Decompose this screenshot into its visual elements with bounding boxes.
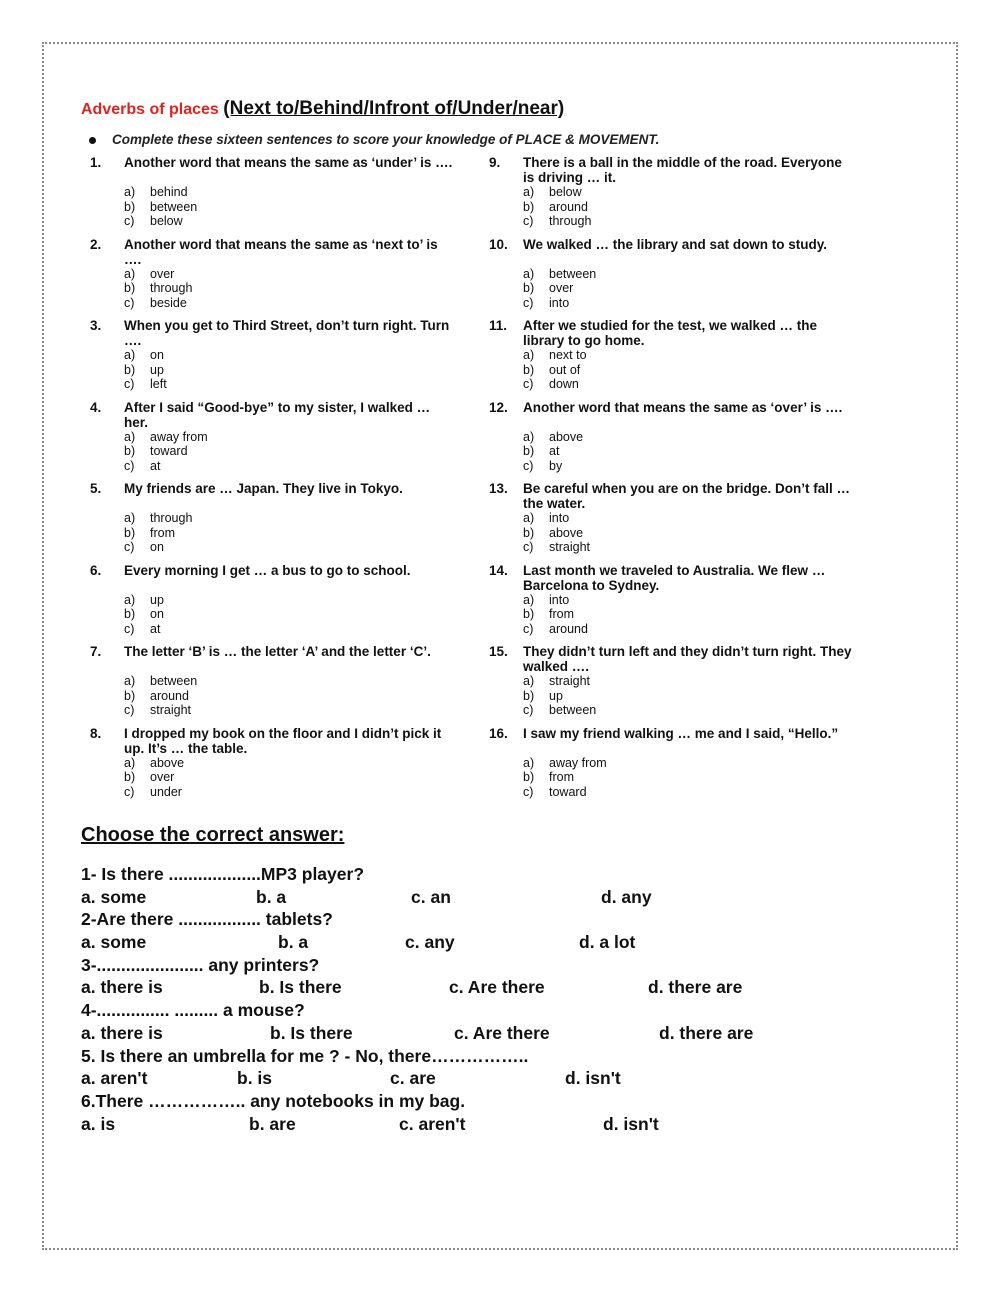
mcq-option[interactable]: b. a	[278, 932, 309, 953]
question-number: 4.	[90, 399, 102, 415]
question-stem: Another word that means the same as ‘under’ is ….	[124, 155, 453, 170]
question-options	[523, 267, 596, 311]
option-letter: c)	[124, 377, 135, 391]
option-text: next to	[549, 348, 587, 362]
answer-option	[523, 363, 587, 378]
question-item	[90, 644, 450, 726]
mcq-option[interactable]: a. some	[81, 932, 147, 953]
answer-option	[124, 511, 192, 526]
option-letter: b)	[124, 770, 136, 784]
option-text: below	[150, 214, 183, 228]
question-stem: After I said “Good-bye” to my sister, I walked … her.	[124, 399, 431, 430]
answer-option	[523, 689, 596, 704]
mcq-question	[81, 1091, 901, 1114]
mcq-question-text: 5. Is there an umbrella for me ? - No, there……………..	[81, 1045, 529, 1066]
option-letter: b)	[523, 607, 535, 621]
mcq-question-text: 1- Is there ...................MP3 player?	[81, 864, 365, 884]
option-text: from	[549, 770, 574, 784]
option-text: through	[549, 214, 592, 228]
option-letter: c)	[124, 458, 135, 473]
question-item	[90, 400, 450, 482]
mcq-option[interactable]: c. Are there	[454, 1022, 550, 1043]
option-letter: a)	[523, 429, 535, 444]
mcq-question	[81, 864, 901, 887]
question-options	[523, 348, 587, 392]
option-text: on	[150, 540, 164, 554]
question-number: 2.	[90, 236, 102, 252]
question-options	[523, 185, 591, 229]
option-text: over	[150, 266, 175, 281]
mcq-option[interactable]: d. isn't	[603, 1113, 659, 1134]
option-letter: a)	[523, 674, 535, 688]
answer-option	[523, 348, 587, 363]
mcq-options	[81, 1023, 901, 1046]
answer-option	[124, 348, 167, 363]
option-text: away from	[549, 755, 607, 770]
answer-option	[124, 756, 184, 771]
mcq-question	[81, 909, 901, 932]
question-options	[124, 511, 192, 555]
questions-right-column	[489, 155, 852, 807]
question-stem: I dropped my book on the floor and I didn’t pick it up. It’s … the table.	[124, 725, 442, 756]
answer-option	[124, 459, 208, 474]
instruction-text: Complete these sixteen sentences to score your knowledge of PLACE & MOVEMENT.	[112, 132, 660, 147]
option-text: at	[549, 444, 560, 458]
option-letter: c)	[523, 377, 534, 391]
mcq-option[interactable]: d. isn't	[565, 1068, 621, 1089]
question-item	[90, 563, 450, 645]
bullet-icon	[89, 137, 96, 144]
option-letter: c)	[523, 214, 534, 228]
answer-option	[523, 444, 583, 459]
option-text: around	[549, 621, 588, 636]
question-item	[489, 644, 852, 726]
question-item	[489, 726, 849, 808]
option-letter: b)	[124, 607, 136, 621]
option-letter: c)	[124, 784, 135, 799]
option-text: up	[549, 688, 563, 703]
answer-option	[124, 674, 197, 689]
answer-option	[523, 267, 596, 282]
question-options	[523, 674, 596, 718]
question-item	[90, 155, 453, 237]
mcq-option[interactable]: d. any	[601, 886, 652, 907]
option-text: around	[150, 688, 189, 703]
question-item	[90, 726, 450, 808]
option-text: left	[150, 377, 167, 391]
question-item	[489, 400, 849, 482]
question-stem: The letter ‘B’ is … the letter ‘A’ and the letter ‘C’.	[124, 644, 431, 659]
answer-option	[124, 785, 184, 800]
option-text: by	[549, 458, 563, 473]
option-letter: b)	[523, 525, 535, 540]
mcq-option[interactable]: a. there is	[81, 977, 163, 998]
question-item	[90, 237, 450, 319]
question-item	[489, 563, 849, 645]
option-text: between	[150, 199, 198, 214]
mcq-option[interactable]: c. Are there	[449, 977, 545, 998]
option-letter: a)	[523, 266, 535, 281]
answer-option	[523, 622, 588, 637]
mcq-options	[81, 1114, 901, 1137]
option-text: over	[549, 281, 574, 295]
mcq-option[interactable]: c. aren't	[399, 1113, 466, 1134]
answer-option	[523, 459, 583, 474]
option-text: beside	[150, 295, 187, 310]
question-number: 1.	[90, 155, 102, 170]
option-letter: b)	[124, 199, 136, 214]
option-text: down	[549, 377, 579, 391]
question-item	[489, 481, 849, 563]
question-options	[124, 674, 197, 718]
mcq-option[interactable]: c. an	[411, 886, 451, 907]
question-options	[523, 430, 583, 474]
option-letter: b)	[523, 281, 535, 295]
answer-option	[124, 540, 192, 555]
question-number: 15.	[489, 644, 508, 659]
question-stem: We walked … the library and sat down to study.	[523, 236, 828, 252]
option-text: out of	[549, 362, 581, 377]
option-text: at	[150, 621, 161, 636]
mcq-options	[81, 932, 901, 955]
option-letter: a)	[523, 592, 535, 607]
option-text: between	[150, 674, 198, 688]
answer-option	[523, 526, 590, 541]
question-stem: Another word that means the same as ‘next to’ is ….	[124, 236, 438, 267]
answer-option	[124, 377, 167, 392]
section-title: Choose the correct answer:	[81, 824, 345, 846]
answer-option	[124, 200, 197, 215]
question-options	[124, 348, 167, 392]
option-text: up	[150, 362, 164, 377]
option-letter: a)	[523, 185, 535, 199]
answer-option	[523, 214, 591, 229]
option-letter: a)	[124, 429, 136, 444]
option-letter: b)	[124, 362, 136, 377]
question-item	[489, 155, 849, 237]
question-stem: Every morning I get … a bus to go to school.	[124, 562, 411, 578]
mcq-option[interactable]: a. there is	[81, 1022, 163, 1043]
question-number: 6.	[90, 562, 102, 578]
option-letter: b)	[523, 444, 535, 458]
question-number: 5.	[90, 481, 102, 496]
option-letter: b)	[523, 199, 535, 214]
answer-option	[124, 296, 192, 311]
question-stem: After we studied for the test, we walked … the library to go home.	[523, 318, 818, 348]
question-number: 3.	[90, 318, 102, 333]
answer-option	[124, 593, 164, 608]
answer-option	[124, 622, 164, 637]
mcq-options	[81, 887, 901, 910]
option-text: straight	[150, 703, 191, 717]
mcq-option[interactable]: d. there are	[648, 977, 743, 998]
mcq-question	[81, 1000, 901, 1023]
answer-option	[124, 703, 197, 718]
question-stem: When you get to Third Street, don’t turn right. Turn ….	[124, 318, 450, 348]
option-text: from	[150, 525, 175, 540]
answer-option	[523, 593, 588, 608]
question-stem: Be careful when you are on the bridge. Don’t fall … the water.	[523, 481, 851, 511]
question-options	[124, 267, 192, 311]
answer-option	[523, 770, 607, 785]
option-letter: c)	[523, 295, 534, 310]
title-red-part: Adverbs of places	[81, 101, 224, 118]
option-text: from	[549, 607, 574, 621]
mcq-option[interactable]: a. is	[81, 1113, 116, 1134]
option-letter: b)	[124, 444, 136, 458]
option-letter: b)	[124, 281, 136, 295]
mcq-options	[81, 1068, 901, 1091]
answer-option	[124, 214, 197, 229]
option-text: between	[549, 266, 597, 281]
answer-option	[124, 689, 197, 704]
question-number: 8.	[90, 725, 102, 741]
option-text: above	[549, 525, 584, 540]
option-letter: c)	[124, 621, 135, 636]
answer-option	[124, 363, 167, 378]
option-letter: c)	[124, 703, 135, 717]
questions-left-column	[90, 155, 453, 807]
answer-option	[523, 756, 607, 771]
answer-option	[523, 430, 583, 445]
question-number: 7.	[90, 644, 102, 659]
question-stem: Last month we traveled to Australia. We flew … Barcelona to Sydney.	[523, 562, 826, 593]
option-text: above	[549, 429, 584, 444]
question-number: 12.	[489, 399, 508, 415]
option-letter: c)	[523, 703, 534, 717]
option-text: between	[549, 703, 597, 717]
mcq-options	[81, 977, 901, 1000]
option-letter: b)	[523, 770, 535, 784]
option-letter: a)	[124, 674, 136, 688]
mcq-section	[81, 864, 901, 1136]
mcq-question-text: 4-............... ......... a mouse?	[81, 1000, 305, 1021]
question-item	[489, 237, 849, 319]
option-text: up	[150, 592, 164, 607]
option-letter: b)	[124, 688, 136, 703]
option-letter: c)	[124, 214, 135, 228]
mcq-option[interactable]: b. a	[256, 886, 287, 907]
option-letter: c)	[523, 540, 534, 554]
option-text: under	[150, 784, 182, 799]
option-text: into	[549, 511, 570, 525]
option-text: at	[150, 458, 161, 473]
mcq-option[interactable]: a. some	[81, 886, 147, 907]
question-options	[124, 593, 164, 637]
question-item	[90, 318, 450, 400]
option-text: below	[549, 185, 582, 199]
option-letter: a)	[523, 348, 535, 362]
option-letter: c)	[124, 295, 135, 310]
question-item	[489, 318, 849, 400]
option-text: on	[150, 607, 164, 621]
question-options	[124, 756, 184, 800]
option-letter: c)	[523, 784, 534, 799]
option-letter: c)	[523, 621, 534, 636]
option-letter: b)	[523, 688, 535, 703]
option-text: straight	[549, 674, 590, 688]
question-options	[523, 756, 607, 800]
answer-option	[523, 377, 587, 392]
answer-option	[523, 185, 591, 200]
option-letter: b)	[124, 525, 136, 540]
page-title	[81, 98, 564, 120]
answer-option	[523, 607, 588, 622]
mcq-option[interactable]: c. are	[390, 1068, 436, 1089]
question-stem: Another word that means the same as ‘over’ is ….	[523, 399, 843, 415]
title-black-part: (Next to/Behind/Infront of/Under/near)	[223, 98, 565, 119]
question-number: 13.	[489, 481, 508, 496]
question-options	[523, 593, 588, 637]
instruction	[89, 132, 659, 147]
mcq-option[interactable]: a. aren't	[81, 1068, 148, 1089]
option-text: toward	[549, 784, 587, 799]
option-letter: a)	[523, 755, 535, 770]
option-text: into	[549, 592, 570, 607]
question-item	[90, 481, 450, 563]
answer-option	[124, 267, 192, 282]
answer-option	[124, 444, 208, 459]
option-letter: a)	[523, 511, 535, 525]
mcq-option[interactable]: b. Is there	[270, 1022, 353, 1043]
answer-option	[523, 200, 591, 215]
option-letter: a)	[124, 592, 136, 607]
option-letter: a)	[124, 755, 136, 770]
option-letter: c)	[523, 458, 534, 473]
question-options	[523, 511, 590, 555]
question-number: 9.	[489, 155, 501, 170]
answer-option	[523, 296, 596, 311]
option-text: above	[150, 755, 185, 770]
answer-option	[523, 511, 590, 526]
option-letter: a)	[124, 511, 136, 525]
question-number: 16.	[489, 725, 508, 741]
mcq-option[interactable]: d. there are	[659, 1022, 754, 1043]
mcq-option[interactable]: b. are	[249, 1113, 296, 1134]
mcq-question-text: 2-Are there ................. tablets?	[81, 909, 333, 930]
option-text: around	[549, 199, 588, 214]
question-options	[124, 430, 208, 474]
option-text: toward	[150, 444, 188, 458]
answer-option	[124, 770, 184, 785]
option-text: into	[549, 295, 570, 310]
question-stem: My friends are … Japan. They live in Tokyo.	[124, 481, 403, 496]
option-letter: a)	[124, 348, 136, 362]
question-options	[124, 185, 197, 229]
answer-option	[124, 430, 208, 445]
question-stem: They didn’t turn left and they didn’t turn right. They walked ….	[523, 644, 852, 674]
answer-option	[124, 607, 164, 622]
option-letter: a)	[124, 266, 136, 281]
answer-option	[124, 526, 192, 541]
answer-option	[523, 703, 596, 718]
option-letter: a)	[124, 185, 136, 199]
answer-option	[124, 185, 197, 200]
question-number: 11.	[489, 318, 508, 333]
option-text: through	[150, 281, 193, 295]
option-text: behind	[150, 185, 188, 199]
option-letter: c)	[124, 540, 135, 554]
mcq-option[interactable]: b. Is there	[259, 977, 342, 998]
answer-option	[523, 785, 607, 800]
mcq-option[interactable]: b. is	[237, 1068, 273, 1089]
answer-option	[523, 540, 590, 555]
option-letter: b)	[523, 362, 535, 377]
answer-option	[124, 281, 192, 296]
mcq-question-text: 3-...................... any printers?	[81, 954, 320, 975]
mcq-question	[81, 955, 901, 978]
question-number: 14.	[489, 562, 508, 578]
mcq-option[interactable]: c. any	[405, 932, 455, 953]
answer-option	[523, 674, 596, 689]
option-text: on	[150, 348, 164, 362]
option-text: through	[150, 511, 193, 525]
mcq-question	[81, 1046, 901, 1069]
option-text: straight	[549, 540, 590, 554]
question-stem: There is a ball in the middle of the road. Everyone is driving … it.	[523, 155, 842, 185]
option-text: over	[150, 770, 175, 784]
mcq-question-text: 6.There …………….. any notebooks in my bag.	[81, 1090, 466, 1111]
option-text: away from	[150, 429, 208, 444]
question-stem: I saw my friend walking … me and I said, “Hello.”	[523, 725, 839, 741]
mcq-option[interactable]: d. a lot	[579, 932, 636, 953]
question-number: 10.	[489, 236, 508, 252]
answer-option	[523, 281, 596, 296]
